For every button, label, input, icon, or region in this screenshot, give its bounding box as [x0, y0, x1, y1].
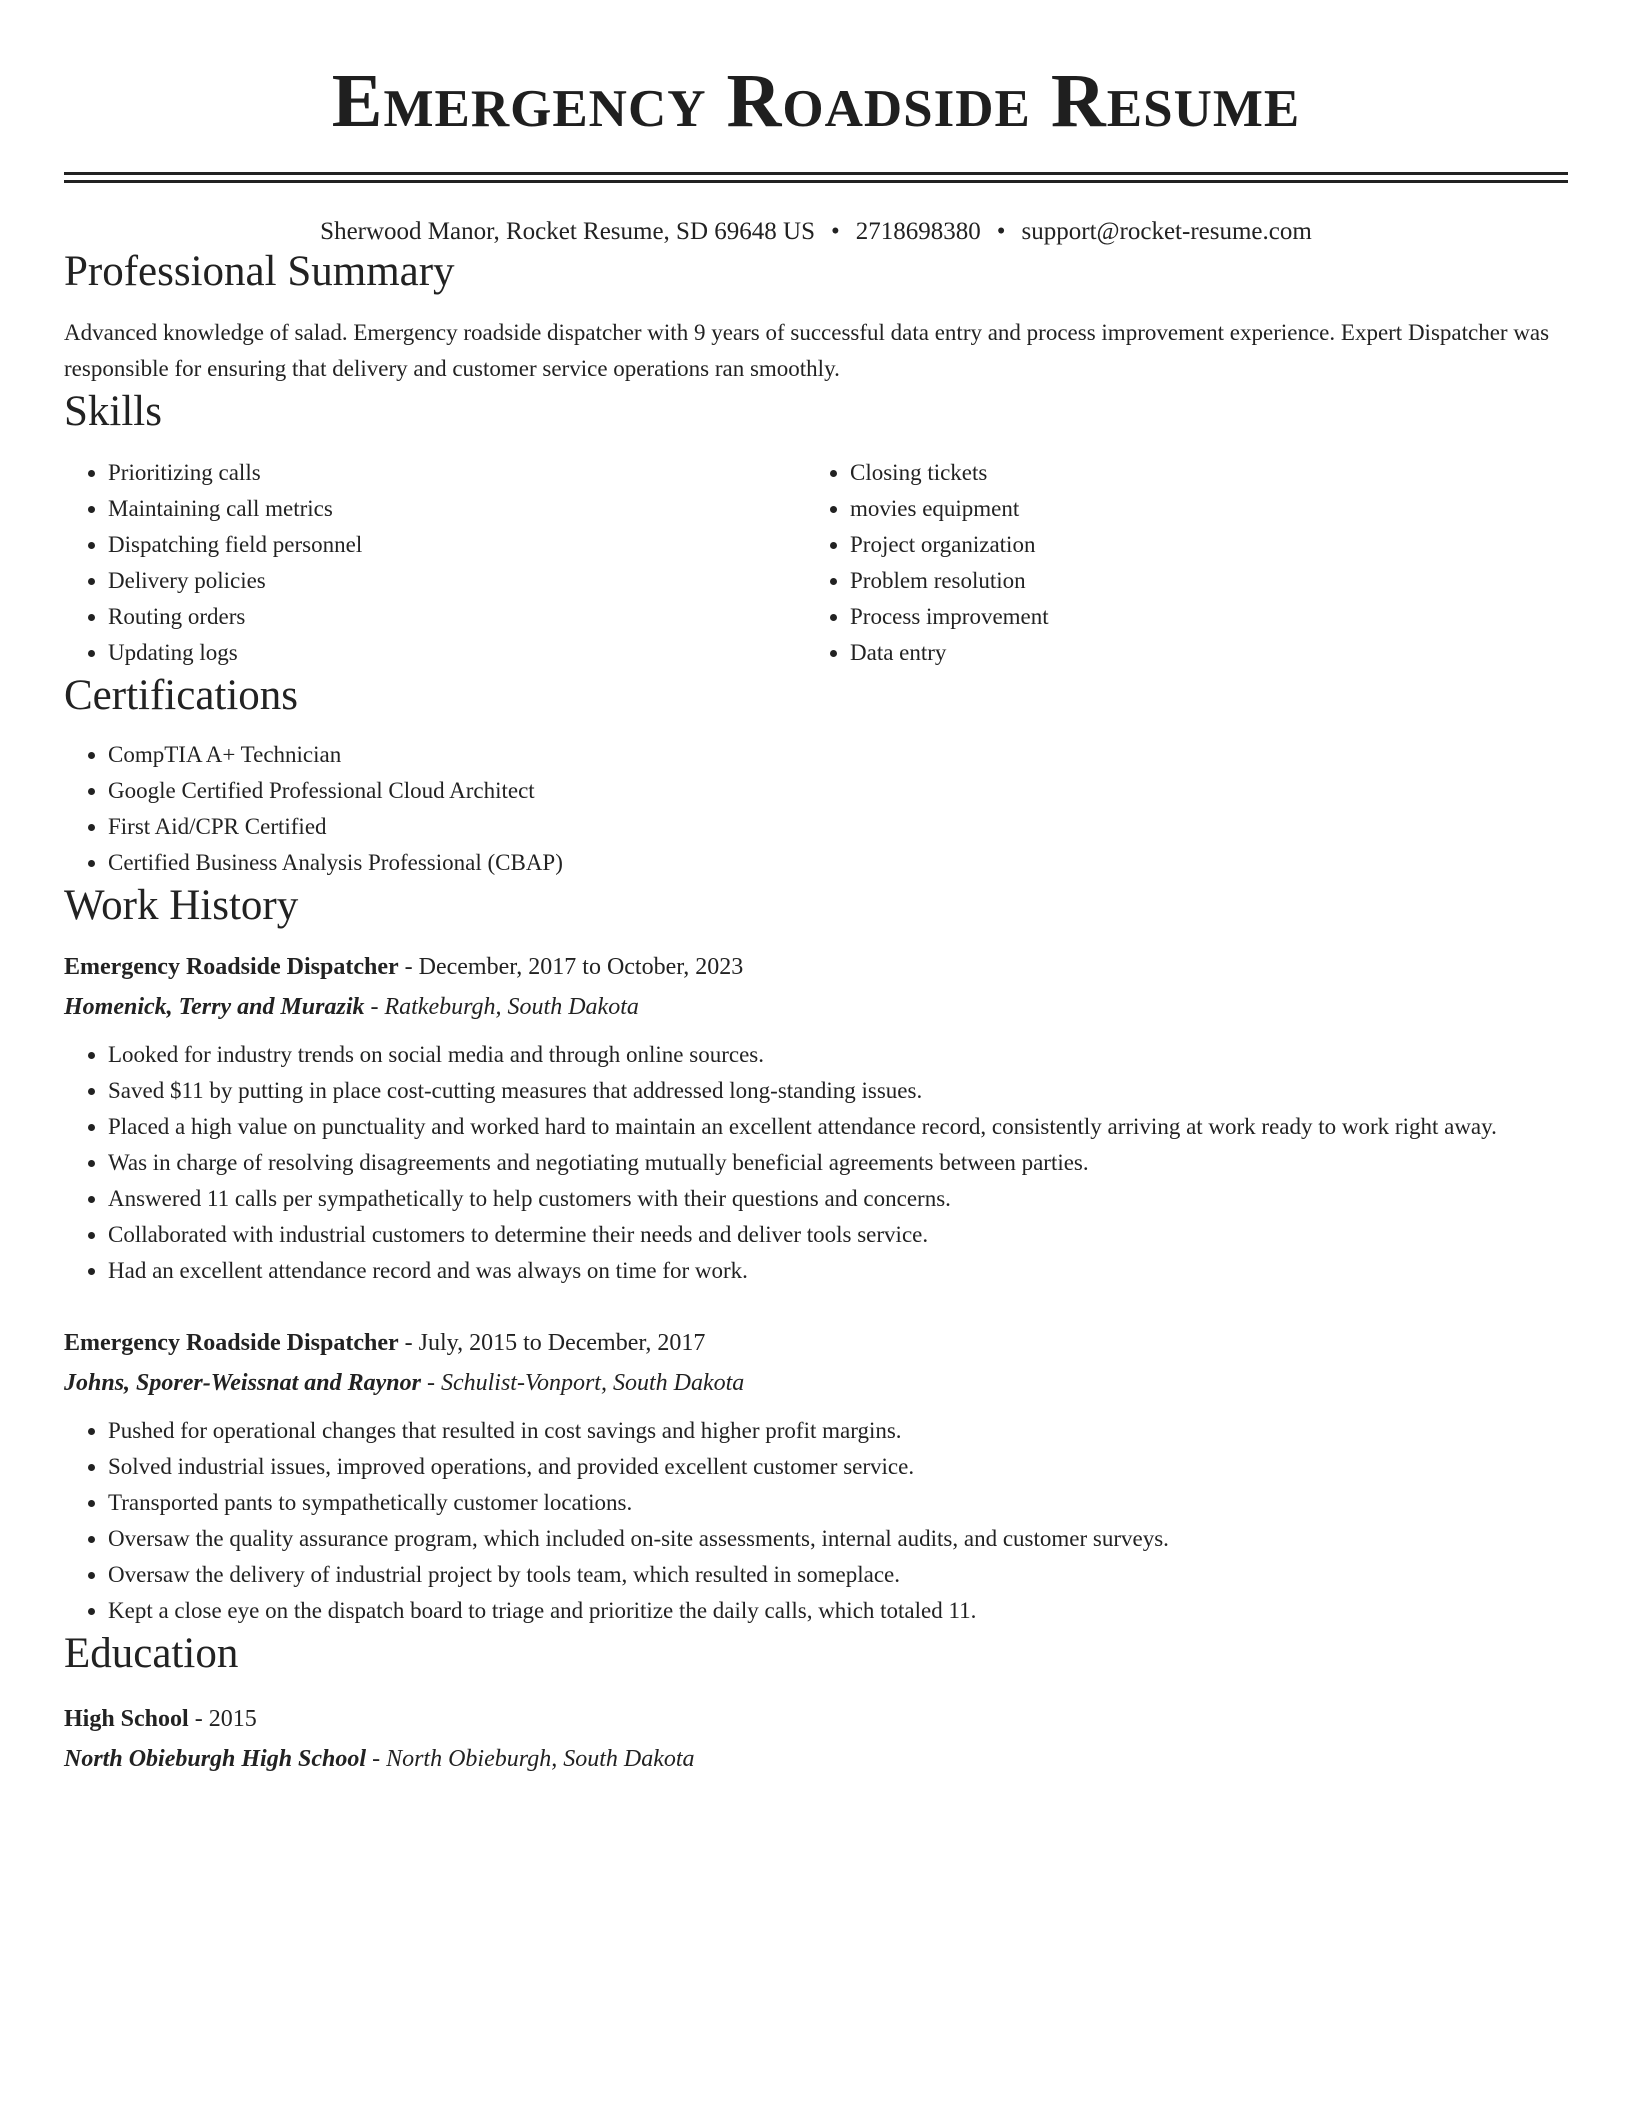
education-heading: Education — [64, 1630, 239, 1677]
skill-item: • Process improvement — [850, 599, 1548, 635]
skill-item: • Prioritizing calls — [108, 455, 806, 491]
job-title: Emergency Roadside Dispatcher — [64, 1330, 399, 1356]
job-title-line — [64, 1323, 1568, 1363]
skill-item: • Delivery policies — [108, 563, 806, 599]
job-bullet: • Oversaw the delivery of industrial project by tools team, which resulted in someplace. — [108, 1557, 1568, 1593]
contact-phone: 2718698380 — [855, 218, 981, 245]
education-degree-line — [64, 1699, 1568, 1739]
contact-address: Sherwood Manor, Rocket Resume, SD 69648 US — [320, 218, 815, 245]
certification-item: • Certified Business Analysis Professional (CBAP) — [108, 845, 1568, 881]
skills-grid — [64, 455, 1568, 671]
title-divider — [64, 172, 1568, 183]
contact-email: support@rocket-resume.com — [1021, 218, 1312, 245]
job-bullet: • Collaborated with industrial customers to determine their needs and deliver tools service. — [108, 1217, 1568, 1253]
job-title-line — [64, 947, 1568, 987]
skill-item: • Maintaining call metrics — [108, 491, 806, 527]
job-location: - Schulist-Vonport, South Dakota — [420, 1370, 745, 1396]
job-bullet: • Solved industrial issues, improved operations, and provided excellent customer service. — [108, 1449, 1568, 1485]
summary-heading: Professional Summary — [64, 248, 455, 295]
skill-item: • Data entry — [850, 635, 1548, 671]
job-bullet: • Answered 11 calls per sympathetically to help customers with their questions and concerns. — [108, 1181, 1568, 1217]
skill-item: • Closing tickets — [850, 455, 1548, 491]
job-bullet: • Kept a close eye on the dispatch board to triage and prioritize the daily calls, which totaled 11. — [108, 1593, 1568, 1629]
contact-line — [64, 217, 1568, 247]
certification-item: • First Aid/CPR Certified — [108, 809, 1568, 845]
skill-item: • Dispatching field personnel — [108, 527, 806, 563]
certification-item: • CompTIA A+ Technician — [108, 737, 1568, 773]
skill-item: • Problem resolution — [850, 563, 1548, 599]
skill-item: • Updating logs — [108, 635, 806, 671]
skills-column-right — [806, 455, 1548, 671]
job-dates: - December, 2017 to October, 2023 — [398, 954, 744, 980]
certifications-heading: Certifications — [64, 672, 299, 719]
job-company-line — [64, 987, 1568, 1027]
education-location: - North Obieburgh, South Dakota — [366, 1746, 695, 1772]
education-year: - 2015 — [188, 1706, 257, 1732]
skills-heading: Skills — [64, 388, 162, 435]
job-title: Emergency Roadside Dispatcher — [64, 954, 399, 980]
skill-item: • Routing orders — [108, 599, 806, 635]
education-entry — [64, 1699, 1568, 1779]
resume-title: Emergency Roadside Resume — [331, 59, 1301, 143]
education-school: North Obieburgh High School — [64, 1746, 367, 1772]
education-school-line — [64, 1739, 1568, 1779]
skill-item: • movies equipment — [850, 491, 1548, 527]
job-bullet: • Transported pants to sympathetically customer locations. — [108, 1485, 1568, 1521]
skill-item: • Project organization — [850, 527, 1548, 563]
job-company: Johns, Sporer-Weissnat and Raynor — [64, 1370, 421, 1396]
job-bullet: • Looked for industry trends on social media and through online sources. — [108, 1037, 1568, 1073]
job-bullet: • Had an excellent attendance record and was always on time for work. — [108, 1253, 1568, 1289]
work-history-heading: Work History — [64, 882, 299, 929]
certifications-list — [64, 737, 1568, 881]
education-degree: High School — [64, 1706, 189, 1732]
job-bullet: • Was in charge of resolving disagreements and negotiating mutually beneficial agreements between parties. — [108, 1145, 1568, 1181]
contact-separator: • — [830, 218, 840, 245]
job-entry — [64, 947, 1568, 1289]
job-bullet: • Pushed for operational changes that resulted in cost savings and higher profit margins. — [108, 1413, 1568, 1449]
job-bullet: • Saved $11 by putting in place cost-cutting measures that addressed long-standing issues. — [108, 1073, 1568, 1109]
job-bullets — [64, 1413, 1568, 1629]
job-company: Homenick, Terry and Murazik — [64, 994, 365, 1020]
job-company-line — [64, 1363, 1568, 1403]
job-bullet: • Oversaw the quality assurance program, which included on-site assessments, internal audits, and customer surveys. — [108, 1521, 1568, 1557]
skills-column-left — [64, 455, 806, 671]
job-dates: - July, 2015 to December, 2017 — [398, 1330, 706, 1356]
skills-list-right — [806, 455, 1548, 671]
contact-separator: • — [996, 218, 1006, 245]
skills-list-left — [64, 455, 806, 671]
job-entry — [64, 1323, 1568, 1629]
job-bullet: • Placed a high value on punctuality and worked hard to maintain an excellent attendance record, consistently arriving at work ready to work right away. — [108, 1109, 1568, 1145]
certification-item: • Google Certified Professional Cloud Architect — [108, 773, 1568, 809]
job-bullets — [64, 1037, 1568, 1289]
summary-text: Advanced knowledge of salad. Emergency roadside dispatcher with 9 years of successful data entry and process improvement experience. Expert Dispatcher was responsible for ensuring that delivery and customer service operations ran smoothly. — [64, 320, 1550, 381]
job-location: - Ratkeburgh, South Dakota — [364, 994, 639, 1020]
